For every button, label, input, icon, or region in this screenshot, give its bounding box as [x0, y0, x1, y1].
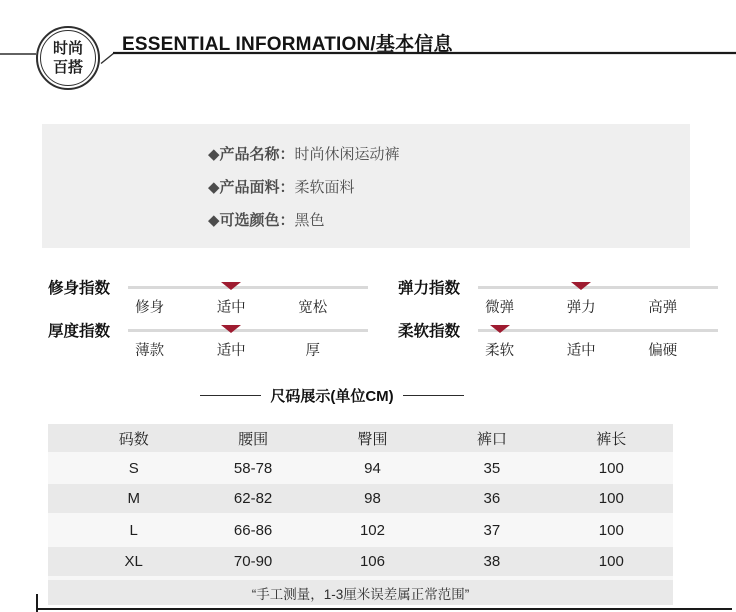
fashion-badge — [36, 26, 100, 90]
fit-index-option: 适中 — [216, 300, 246, 316]
size-table-row-s — [48, 452, 673, 484]
thickness-index-track — [128, 323, 368, 361]
section-title: ESSENTIAL INFORMATION/基本信息 — [122, 34, 453, 55]
size-chart-title: 尺码展示(单位CM) — [270, 388, 394, 405]
stretch-index-marker-icon — [571, 282, 591, 290]
product-info-box — [42, 124, 690, 248]
softness-index-label: 柔软指数 — [398, 323, 461, 340]
stretch-index-label: 弹力指数 — [398, 280, 461, 297]
col-header-length: 裤长 — [596, 430, 627, 448]
product-name-value: 时尚休闲运动裤 — [294, 146, 400, 163]
size-table-row-l — [48, 513, 673, 547]
cell-size: L — [129, 521, 138, 539]
product-fabric-line — [208, 179, 690, 197]
softness-index-option: 偏硬 — [648, 343, 678, 359]
cell-size: XL — [124, 553, 143, 570]
col-header-waist: 腰围 — [238, 430, 269, 448]
cell-hip: 106 — [359, 553, 385, 570]
stretch-index-track — [478, 280, 718, 318]
divider-left-rule — [200, 395, 261, 396]
fit-index-line — [128, 286, 368, 289]
col-header-size: 码数 — [118, 430, 149, 448]
cell-hip: 102 — [359, 521, 385, 539]
size-table-row-xl — [48, 547, 673, 576]
softness-index-option: 适中 — [566, 343, 596, 359]
cell-leg-opening: 36 — [483, 490, 501, 507]
thickness-index-option: 厚 — [305, 343, 321, 359]
product-name-line — [208, 146, 690, 164]
badge-text-line2: 百搭 — [52, 59, 83, 76]
badge-text-line1: 时尚 — [52, 40, 83, 57]
fit-index-label: 修身指数 — [48, 280, 111, 297]
product-color-value: 黑色 — [294, 212, 325, 229]
cell-length: 100 — [598, 459, 624, 477]
product-fabric-value: 柔软面料 — [294, 179, 355, 196]
fit-index-option: 修身 — [135, 300, 165, 316]
size-chart-divider — [200, 385, 464, 406]
thickness-index-label: 厚度指数 — [48, 323, 111, 340]
cell-leg-opening: 38 — [483, 553, 501, 570]
bottom-rule — [36, 608, 732, 610]
product-color-line — [208, 212, 690, 230]
thickness-index-option: 适中 — [216, 343, 246, 359]
stretch-index-line — [478, 286, 718, 289]
stretch-index-option: 高弹 — [648, 300, 678, 316]
thickness-index-line — [128, 329, 368, 332]
thickness-index-marker-icon — [221, 325, 241, 333]
size-table-row-m — [48, 484, 673, 513]
thickness-index-option: 薄款 — [135, 343, 165, 359]
cell-length: 100 — [598, 490, 624, 507]
cell-waist: 70-90 — [233, 553, 273, 570]
cell-length: 100 — [598, 553, 624, 570]
cell-hip: 98 — [364, 490, 381, 507]
softness-index-option: 柔软 — [485, 343, 515, 359]
product-name-label: ◆产品名称： — [208, 146, 295, 163]
col-header-hip: 臀围 — [357, 430, 388, 448]
fit-index-marker-icon — [221, 282, 241, 290]
measurement-note: “手工测量，1-3厘米误差属正常范围” — [48, 580, 673, 605]
softness-index-marker-icon — [490, 325, 510, 333]
divider-right-rule — [403, 395, 464, 396]
fashion-badge-inner-ring — [40, 30, 96, 86]
size-table — [48, 424, 673, 605]
stretch-index-option: 微弹 — [485, 300, 515, 316]
size-table-header-row — [48, 424, 673, 452]
fit-index-track — [128, 280, 368, 318]
softness-index-track — [478, 323, 718, 361]
cell-waist: 62-82 — [233, 490, 273, 507]
stretch-index-option: 弹力 — [566, 300, 596, 316]
product-color-label: ◆可选颜色： — [208, 212, 295, 229]
fit-index-option: 宽松 — [298, 300, 328, 316]
cell-leg-opening: 37 — [483, 521, 501, 539]
cell-leg-opening: 35 — [483, 459, 501, 477]
cell-waist: 66-86 — [233, 521, 273, 539]
cell-size: S — [128, 459, 139, 477]
softness-index-line — [478, 329, 718, 332]
col-header-leg-opening: 裤口 — [476, 430, 507, 448]
product-fabric-label: ◆产品面料： — [208, 179, 295, 196]
cell-size: M — [127, 490, 140, 507]
cell-waist: 58-78 — [233, 459, 273, 477]
cell-hip: 94 — [364, 459, 381, 477]
cell-length: 100 — [598, 521, 624, 539]
